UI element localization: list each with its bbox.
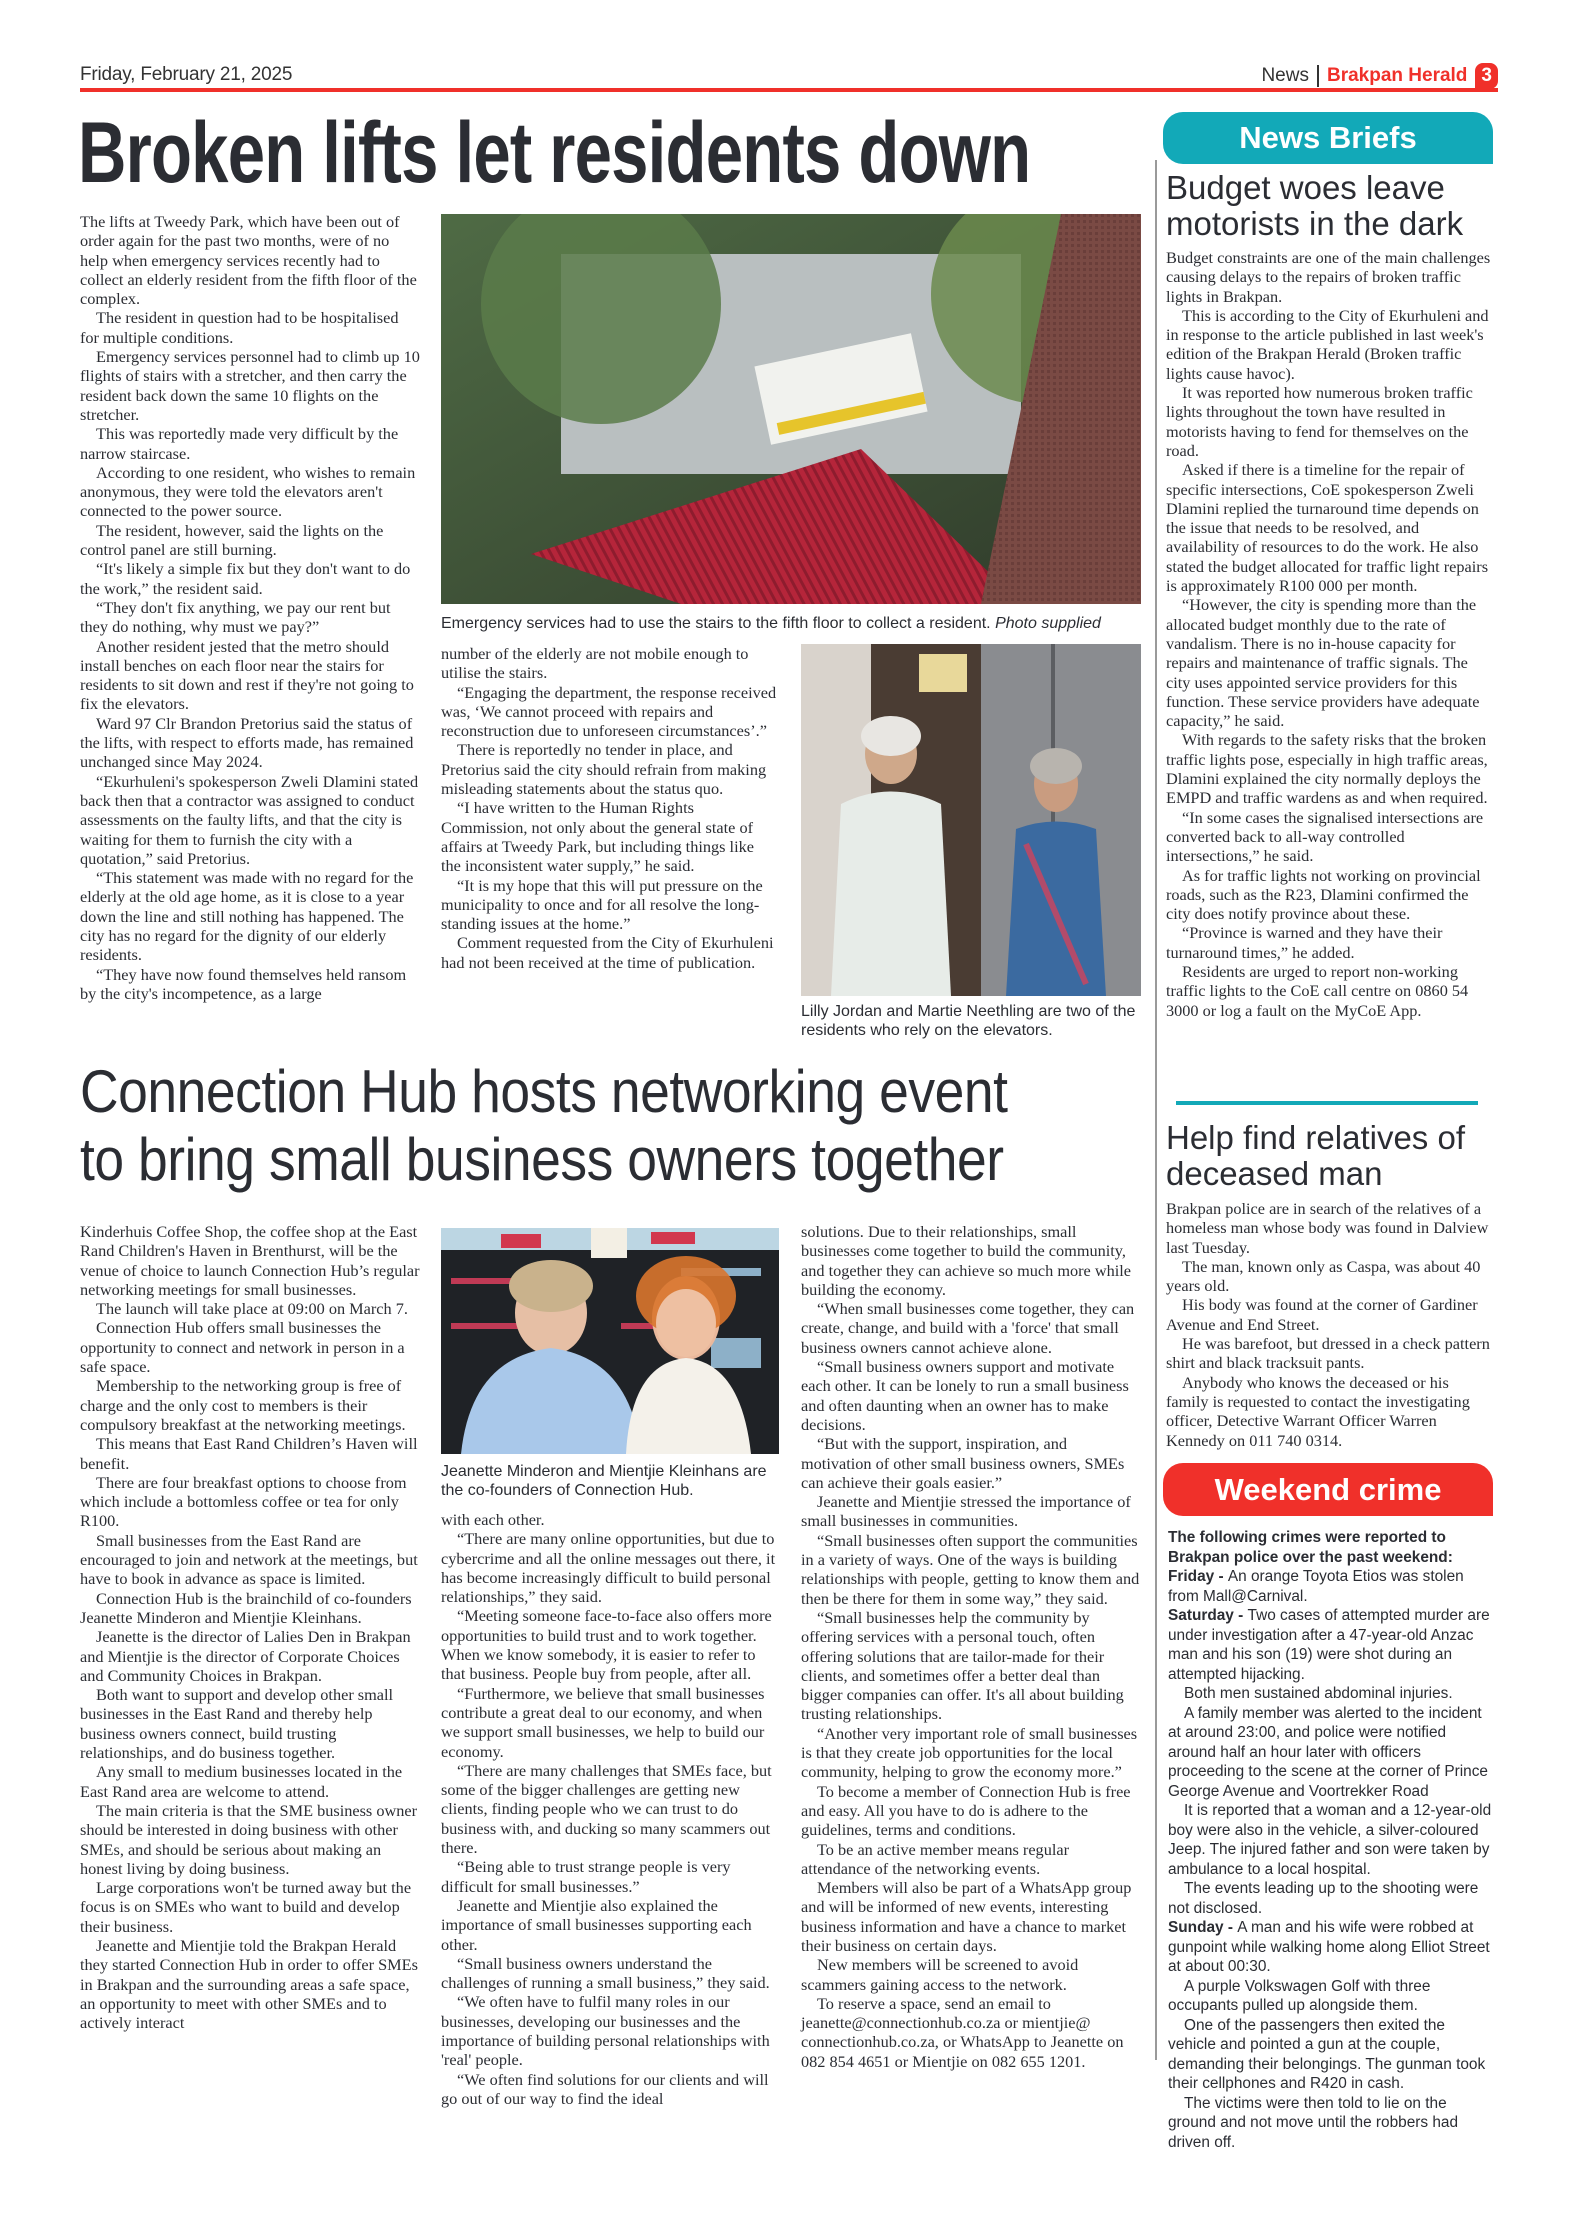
paragraph: Residents are urged to report non-working traffic lights to the CoE call centre on 0860 54 3000 or log a fault on the MyCoE App. bbox=[1166, 961, 1469, 1020]
crime-entry-text: It is reported that a woman and a 12-year-old boy were also in the vehicle, a silver-coloured Jeep. The injured father and son were taken by ambulance to a local hospital. bbox=[1168, 1802, 1492, 1878]
paragraph: Both want to support and develop other small businesses in the East Rand and thereby help business owners connect, build trusting relationships, and do business together. bbox=[80, 1685, 394, 1763]
paragraph: Jeanette and Mientjie also explained the importance of small businesses supporting each other. bbox=[441, 1895, 752, 1954]
paragraph: It was reported how numerous broken traffic lights throughout the town have resulted in motorists having to fend for themselves on the road. bbox=[1166, 383, 1473, 460]
page-number: 3 bbox=[1475, 63, 1498, 89]
paragraph: “I have written to the Human Rights Commission, not only about the general state of affairs at Tweedy Park, but including things like the inconsistent water supply,” he said. bbox=[441, 798, 754, 876]
paragraph: Asked if there is a timeline for the repair of specific intersections, CoE spokesperson Zweli Dlamini replied the turnaround time depends on the issue that needs to be resolved, and availability of resources to do the work. He also stated the budget allocated for traffic light repairs is approximately R100 000 per month. bbox=[1166, 460, 1489, 596]
paragraph: “We often have to fulfil many roles in our businesses, developing our businesses and the importance of building personal relationships with 'real' people. bbox=[441, 1992, 770, 2070]
crime-entry bbox=[1168, 1879, 1496, 1918]
paragraph: Membership to the networking group is free of charge and the only cost to members is their compulsory breakfast at the networking meetings. bbox=[80, 1376, 406, 1434]
crime-entry bbox=[1168, 1977, 1496, 2016]
article1-column-1 bbox=[80, 212, 420, 1003]
paragraph: New members will be screened to avoid scammers gaining access to the network. bbox=[801, 1955, 1079, 1994]
paragraph: This was reportedly made very difficult by the narrow staircase. bbox=[80, 424, 399, 463]
paragraph: Members will also be part of a WhatsApp group and will be informed of new events, interesting business information and have a chance to market their business on certain days. bbox=[801, 1878, 1132, 1955]
paragraph: “Province is warned and they have their turnaround times,” he added. bbox=[1166, 923, 1443, 962]
paragraph: To become a member of Connection Hub is free and easy. All you have to do is adhere to the guidelines, terms and conditions. bbox=[801, 1781, 1131, 1840]
paragraph: “This statement was made with no regard for the elderly at the old age home, as it is close to a year down the line and still nothing has happened. The city has no regard for the dignity of our elderly residents. bbox=[80, 868, 414, 965]
crime-entry bbox=[1168, 2094, 1496, 2153]
paragraph: “Engaging the department, the response received was, ‘We cannot proceed with repairs and reconstruction due to unforeseen circumstances’.” bbox=[441, 682, 777, 741]
paragraph: “In some cases the signalised intersections are converted back to all-way controlled intersections,” he said. bbox=[1166, 807, 1484, 866]
crime-entry-text: An orange Toyota Etios was stolen from Mall@Carnival. bbox=[1168, 1568, 1464, 1605]
crime-entry-text: One of the passengers then exited the vehicle and pointed a gun at the couple, demanding their belongings. The gunman took their cellphones and R420 in cash. bbox=[1168, 2016, 1486, 2092]
paragraph: This is according to the City of Ekurhuleni and in response to the article published in last week's edition of the Brakpan Herald (Broken traffic lights cause havoc). bbox=[1166, 305, 1489, 383]
paragraph: “There are many challenges that SMEs face, but some of the bigger challenges are getting new clients, finding people who we can trust to do business with, and ducking so many scammers out there. bbox=[441, 1760, 772, 1858]
crime-intro: The following crimes were reported to Brakpan police over the past weekend: bbox=[1168, 1529, 1453, 1566]
header-rule bbox=[80, 88, 1498, 92]
paragraph: Brakpan police are in search of the relatives of a homeless man whose body was found in Dalview last Tuesday. bbox=[1166, 1199, 1489, 1257]
photo-residents-elevator bbox=[801, 644, 1141, 996]
paragraph: The main criteria is that the SME business owner should be interested in doing business with other SMEs, and should be serious about making an honest living by doing business. bbox=[80, 1800, 418, 1878]
paragraph: with each other. bbox=[441, 1510, 545, 1529]
paragraph: Emergency services personnel had to climb up 10 flights of stairs with a stretcher, and then carry the resident back down the same 10 flights on the stretcher. bbox=[80, 347, 420, 424]
photo-connection-hub-founders bbox=[441, 1228, 779, 1454]
article2-column-1 bbox=[80, 1222, 420, 2032]
paragraph: solutions. Due to their relationships, small businesses come together to build the community, and together they can achieve so much more while building the economy. bbox=[801, 1222, 1132, 1299]
paragraph: Large corporations won't be turned away but the focus is on SMEs who want to build and develop their business. bbox=[80, 1878, 412, 1936]
paragraph: To be an active member means regular attendance of the networking events. bbox=[801, 1839, 1070, 1878]
column-divider bbox=[1155, 160, 1157, 2060]
crime-entry bbox=[1168, 1704, 1496, 1802]
paragraph: “They have now found themselves held ransom by the city's incompetence, as a large bbox=[80, 964, 407, 1003]
crime-entry-text: A man and his wife were robbed at gunpoint while walking home along Elliot Street at about 00:30. bbox=[1168, 1919, 1490, 1975]
paragraph: Small businesses from the East Rand are encouraged to join and network at the meetings, but have to book in advance as space is limited. bbox=[80, 1530, 418, 1589]
paragraph: The man, known only as Caspa, was about 40 years old. bbox=[1166, 1256, 1481, 1296]
founders-photo-icon bbox=[441, 1228, 779, 1454]
paragraph: With regards to the safety risks that the broken traffic lights pose, especially in high traffic areas, Dlamini explained the city normally deploys the EMPD and traffic wardens as and when required. bbox=[1166, 730, 1488, 808]
photo1-caption-text: Emergency services had to use the stairs to the fifth floor to collect a resident. bbox=[441, 615, 991, 632]
paragraph: “Small businesses help the community by offering services with a personal touch, often offering solutions that are tailor-made for their clients, and sometimes offer a better deal than bigger companies can offer. It's all about building trusting relationships. bbox=[801, 1607, 1124, 1724]
brief2-headline: Help find relatives of deceased man bbox=[1166, 1119, 1465, 1192]
crime-day-label: Friday - bbox=[1168, 1568, 1228, 1585]
paragraph: “Small business owners support and motivate each other. It can be lonely to run a small business and often daunting when an owner has to make decisions. bbox=[801, 1357, 1129, 1434]
crime-entry bbox=[1168, 1567, 1496, 1606]
paragraph: The resident in question had to be hospitalised for multiple conditions. bbox=[80, 308, 399, 347]
brief1-body bbox=[1166, 248, 1494, 1020]
paragraph: Any small to medium businesses located in the East Rand area are welcome to attend. bbox=[80, 1762, 403, 1801]
paragraph: “Ekurhuleni's spokesperson Zweli Dlamini stated back then that a contractor was assigned to conduct assessments on the faulty lifts, and that the city is waiting for them to furnish the city with a quotation,” said Pretorius. bbox=[80, 771, 419, 868]
article2-column-3 bbox=[801, 1222, 1141, 2071]
article1-column-2 bbox=[441, 644, 777, 972]
crime-entry bbox=[1168, 1918, 1496, 1977]
paragraph: Anybody who knows the deceased or his family is requested to contact the investigating officer, Detective Warrant Officer Warren Kennedy on 011 740 0314. bbox=[1166, 1372, 1470, 1450]
paragraph: “Being able to trust strange people is very difficult for small businesses.” bbox=[441, 1857, 731, 1896]
paragraph: “Meeting someone face-to-face also offers more opportunities to build trust and to work together. When we know somebody, it is easier to refer to that business. People buy from people, after all. bbox=[441, 1606, 772, 1684]
photo1-caption bbox=[441, 614, 1146, 633]
paragraph: To reserve a space, send an email to jeanette@connectionhub.co.za or mientjie@ connectionhub.co.za, or WhatsApp to Jeanette on 082 854 4651 or Mientjie on 082 655 1201. bbox=[801, 1993, 1124, 2071]
crime-entry-text: The events leading up to the shooting were not disclosed. bbox=[1168, 1880, 1479, 1917]
photo-emergency-ambulance bbox=[441, 214, 1141, 604]
article2-column-2 bbox=[441, 1510, 779, 2108]
ambulance-roof-photo-icon bbox=[441, 214, 1141, 604]
crime-entry-text: The victims were then told to lie on the ground and not move until the robbers had driven off. bbox=[1168, 2094, 1459, 2151]
crime-entry bbox=[1168, 1801, 1496, 1879]
paragraph: Jeanette is the director of Lalies Den in Brakpan and Mientjie is the director of Corporate Choices and Community Choices in Brakpan. bbox=[80, 1627, 411, 1685]
brief-separator bbox=[1176, 1101, 1478, 1105]
crime-day-label: Saturday - bbox=[1168, 1607, 1248, 1624]
crime-entry bbox=[1168, 1684, 1496, 1704]
paragraph: Jeanette and Mientjie stressed the importance of small businesses in communities. bbox=[801, 1492, 1131, 1531]
crime-entry bbox=[1168, 2016, 1496, 2094]
article1-headline: Broken lifts let residents down bbox=[78, 105, 1031, 201]
paragraph: Another resident jested that the metro should install benches on each floor near the stairs for residents to sit down and rest if they're not going to fix the elevators. bbox=[80, 636, 414, 714]
crime-entry-text: A family member was alerted to the incident at around 23:00, and police were notified around half an hour later with officers proceeding to the scene at the corner of Prince George Avenue and Voortrekker Road bbox=[1168, 1704, 1488, 1800]
paragraph: According to one resident, who wishes to remain anonymous, they were told the elevators aren't connected to the power source. bbox=[80, 462, 416, 521]
paragraph: “However, the city is spending more than the allocated budget monthly due to the rate of vandalism. There is no in-house capacity for repairs and maintenance of traffic signals. The city uses appointed service providers for this function. These service providers have adequate capacity,” he said. bbox=[1166, 595, 1480, 731]
weekend-crime-tab: Weekend crime bbox=[1163, 1463, 1493, 1516]
crime-entry-text: Both men sustained abdominal injuries. bbox=[1184, 1685, 1453, 1702]
paragraph: He was barefoot, but dressed in a check pattern shirt and black tracksuit pants. bbox=[1166, 1334, 1490, 1373]
brief1-headline: Budget woes leave motorists in the dark bbox=[1166, 169, 1464, 242]
paragraph: The resident, however, said the lights on the control panel are still burning. bbox=[80, 520, 384, 560]
paragraph: “There are many online opportunities, but due to cybercrime and all the online messages out there, it has become increasingly difficult to build personal relationships,” they said. bbox=[441, 1529, 776, 1607]
brief2-body bbox=[1166, 1199, 1494, 1450]
article2-headline-line1: Connection Hub hosts networking event bbox=[80, 1058, 1008, 1125]
masthead-divider bbox=[1317, 65, 1319, 87]
paragraph: “Small business owners understand the challenges of running a small business,” they said. bbox=[441, 1953, 770, 1993]
issue-date: Friday, February 21, 2025 bbox=[80, 64, 293, 85]
news-briefs-tab: News Briefs bbox=[1163, 112, 1493, 164]
paragraph: Ward 97 Clr Brandon Pretorius said the status of the lifts, with respect to efforts made, has remained unchanged since May 2024. bbox=[80, 713, 414, 772]
paragraph: Jeanette and Mientjie told the Brakpan Herald they started Connection Hub in order to offer SMEs in Brakpan and the surrounding areas a safe space, an opportunity to meet with other SMEs and to actively interact bbox=[80, 1935, 418, 2033]
paragraph: His body was found at the corner of Gardiner Avenue and End Street. bbox=[1166, 1295, 1478, 1334]
photo-credit: Photo supplied bbox=[995, 615, 1101, 632]
paragraph: There is reportedly no tender in place, and Pretorius said the city should refrain from making misleading statements about the status quo. bbox=[441, 740, 767, 799]
paragraph: This means that East Rand Children’s Haven will benefit. bbox=[80, 1434, 418, 1473]
paragraph: “It is my hope that this will put pressure on the municipality to once and for all resolve the long-standing issues at the home.” bbox=[441, 875, 763, 934]
paragraph: Connection Hub offers small businesses the opportunity to connect and network in person in a safe space. bbox=[80, 1318, 405, 1377]
residents-photo-icon bbox=[801, 644, 1141, 996]
paragraph: “Furthermore, we believe that small businesses contribute a great deal to our economy, and when we support small businesses, we help to build our economy. bbox=[441, 1683, 765, 1761]
paragraph: “But with the support, inspiration, and motivation of other small business owners, SMEs can achieve their goals easier.” bbox=[801, 1434, 1125, 1492]
photo2-caption: Lilly Jordan and Martie Neethling are two of the residents who rely on the elevators. bbox=[801, 1003, 1136, 1040]
paragraph: “They don't fix anything, we pay our rent but they do nothing, why must we pay?” bbox=[80, 597, 391, 637]
paper-name: Brakpan Herald bbox=[1326, 65, 1468, 86]
paragraph: “Another very important role of small businesses is that they create job opportunities for the local community, helping to grow the economy more.” bbox=[801, 1723, 1138, 1782]
paragraph: “Small businesses often support the communities in a variety of ways. One of the ways is building relationships with people, getting to know them and then be there for them in some way,” they said. bbox=[801, 1530, 1140, 1608]
paragraph: Budget constraints are one of the main challenges causing delays to the repairs of broken traffic lights in Brakpan. bbox=[1166, 248, 1491, 306]
crime-entry-text: A purple Volkswagen Golf with three occupants pulled up alongside them. bbox=[1168, 1977, 1431, 2014]
paragraph: number of the elderly are not mobile enough to utilise the stairs. bbox=[441, 644, 749, 683]
paragraph: “When small businesses come together, they can create, change, and build with a 'force' that small business owners cannot achieve alone. bbox=[801, 1299, 1135, 1357]
paragraph: Comment requested from the City of Ekurhuleni had not been received at the time of publication. bbox=[441, 933, 774, 972]
crime-entry-text: Two cases of attempted murder are under investigation after a 47-year-old Anzac man and his son (19) were shot during an attempted hijacking. bbox=[1168, 1607, 1490, 1683]
weekend-crime-body bbox=[1168, 1528, 1496, 2152]
section-label: News bbox=[1261, 65, 1309, 86]
masthead bbox=[1261, 63, 1498, 89]
paragraph: As for traffic lights not working on provincial roads, such as the R23, Dlamini confirmed the city does notify province about these. bbox=[1166, 865, 1481, 924]
paragraph: Connection Hub is the brainchild of co-founders Jeanette Minderon and Mientjie Kleinhans. bbox=[80, 1588, 412, 1627]
article2-headline-line2: to bring small business owners together bbox=[80, 1126, 1004, 1193]
crime-entry bbox=[1168, 1606, 1496, 1684]
paragraph: The launch will take place at 09:00 on March 7. bbox=[96, 1299, 408, 1319]
photo3-caption: Jeanette Minderon and Mientjie Kleinhans are the co-founders of Connection Hub. bbox=[441, 1463, 767, 1500]
paragraph: “It's likely a simple fix but they don't want to do the work,” the resident said. bbox=[80, 559, 411, 598]
paragraph: The lifts at Tweedy Park, which have been out of order again for the past two months, were of no help when emergency services recently had to collect an elderly resident from the fifth floor of the complex. bbox=[80, 212, 417, 309]
crime-day-label: Sunday - bbox=[1168, 1919, 1238, 1936]
paragraph: Kinderhuis Coffee Shop, the coffee shop at the East Rand Children's Haven in Brenthurst, will be the venue of choice to launch Connection Hub’s regular networking meetings for small businesses. bbox=[80, 1222, 420, 1299]
paragraph: There are four breakfast options to choose from which include a bottomless coffee or tea for only R100. bbox=[80, 1472, 407, 1531]
paragraph: “We often find solutions for our clients and will go out of our way to find the ideal bbox=[441, 2069, 769, 2108]
